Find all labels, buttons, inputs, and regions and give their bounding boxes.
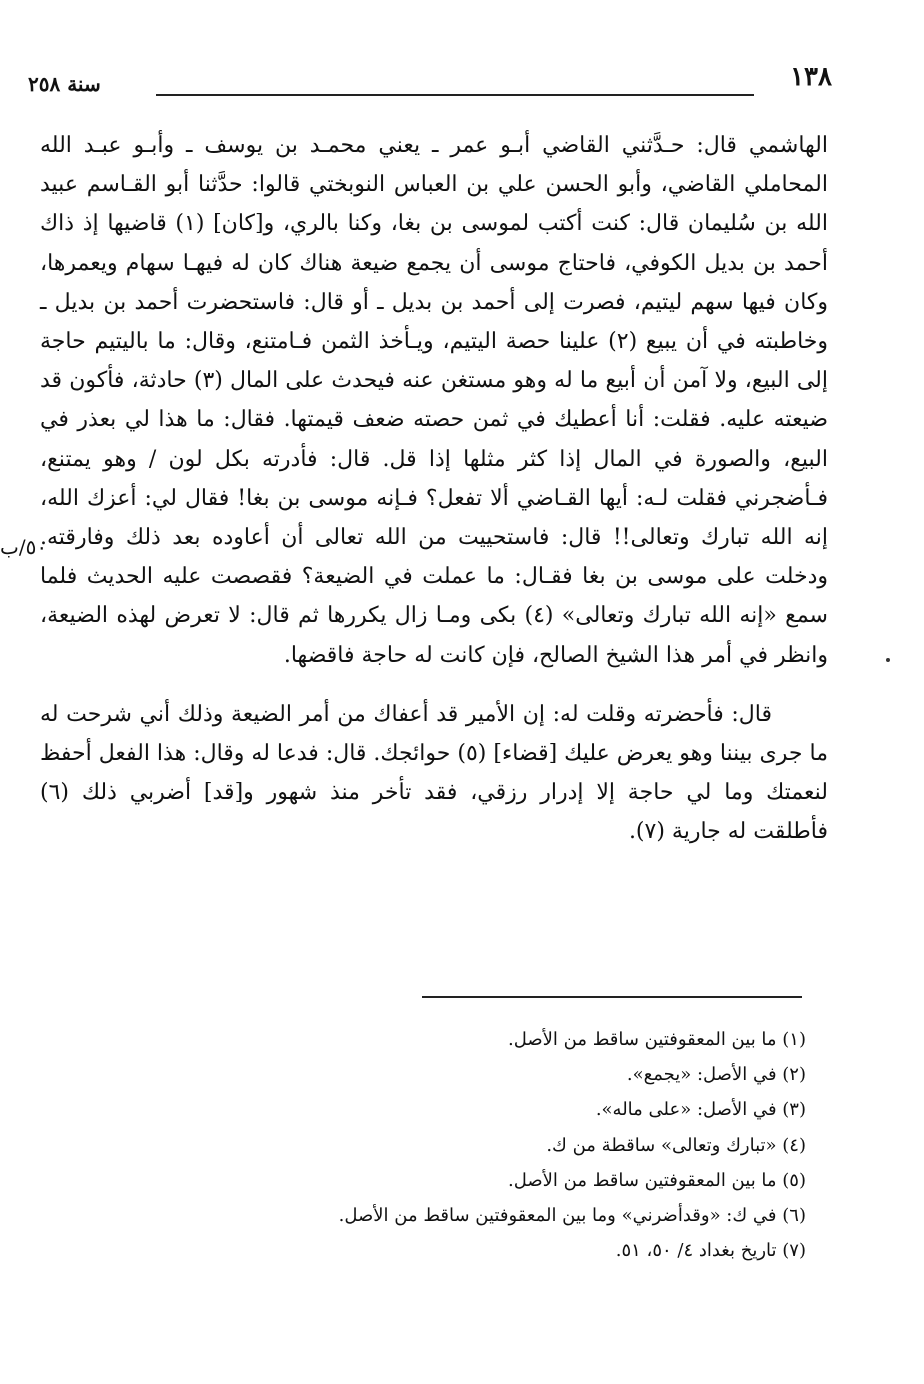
margin-folio-note: ٥٠/ب — [0, 535, 48, 559]
main-text — [40, 126, 828, 852]
footnote-7: (٧) تاريخ بغداد ٤/ ٥٠، ٥١. — [615, 1240, 806, 1262]
page-number: ١٣٨ — [790, 62, 832, 92]
header-rule — [156, 94, 754, 96]
footnote-1: (١) ما بين المعقوفتين ساقط من الأصل. — [508, 1029, 806, 1050]
paragraph-2: قال: فأحضرته وقلت له: إن الأمير قد أعفاك من أمر الضيعة وذلك أني شرحت له ما جرى بيننا وهو يعرض عليك [قضاء] (٥) حوائجك. قال: فدعا له وقال: هذا الفعل أحفظ لنعمتك وما لي حاجة إلا إدرار رزقي، فقد تأخر منذ شهور و[قد] أضربي ذلك (٦) فأطلقت له جارية (٧). — [40, 701, 828, 845]
footnote-rule — [422, 996, 802, 998]
footnote-3: (٣) في الأصل: «على ماله». — [595, 1099, 806, 1121]
footnote-2: (٢) في الأصل: «يجمع». — [626, 1064, 806, 1086]
stray-mark — [886, 658, 890, 662]
paragraph-1: الهاشمي قال: حـدَّثني القاضي أبـو عمر ـ يعني محمـد بن يوسف ـ وأبـو عبـد الله المحاملي القاضي، وأبو الحسن علي بن العباس النوبختي قالوا: حدَّثنا أبو القـاسم عبيد الله بن سُليمان قال: كنت أكتب لموسى بن بغا، وكنا بالري، و[كان] (١) قاضيها إذ ذاك أحمد بن بديل الكوفي، فاحتاج موسى أن يجمع ضيعة هناك كان له فيهـا سهام ويعمرها، وكان فيها سهم ليتيم، فصرت إلى أحمد بن بديل ـ أو قال: فاستحضرت أحمد بن بديل ـ وخاطبته في أن يبيع (٢) علينا حصة اليتيم، ويـأخذ الثمن فـامتنع، وقال: ما باليتيم حاجة إلى البيع، ولا آمن أن أبيع ما له وهو مستغن عنه فيحدث على المال (٣) حادثة، فأكون قد ضيعته عليه. فقلت: أنا أعطيك في ثمن حصته ضعف قيمتها. فقال: ما هذا لي بعذر في البيع، والصورة في المال إذا كثر مثلها إذا قل. قال: فأدرته بكل لون / وهو يمتنع، فـأضجرني فقلت لـه: أيها القـاضي ألا تفعل؟ فـإنه موسى بن بغا! فقال لي: أعزك الله، إنه الله تبارك وتعالى!! قال: فاستحييت من الله تعالى أن أعاوده بعد ذلك وفارقته. ودخلت على موسى بن بغا فقـال: ما عملت في الضيعة؟ فقصصت عليه الحديث فلما سمع «إنه الله تبارك وتعالى» (٤) بكى ومـا زال يكررها ثم قال: لا تعرض لهذه الضيعة، وانظر في أمر هذا الشيخ الصالح، فإن كانت له حاجة فاقضها. — [40, 133, 829, 668]
footnotes-list — [60, 1022, 806, 1268]
footnote-5: (٥) ما بين المعقوفتين ساقط من الأصل. — [508, 1169, 806, 1191]
footnote-6: (٦) في ك: «وقدأضرني» وما بين المعقوفتين ساقط من الأصل. — [338, 1205, 806, 1227]
running-head: سنة ٢٥٨ — [28, 72, 101, 96]
page-header — [28, 62, 832, 102]
footnote-4: (٤) «تبارك وتعالى» ساقطة من ك. — [546, 1134, 806, 1156]
